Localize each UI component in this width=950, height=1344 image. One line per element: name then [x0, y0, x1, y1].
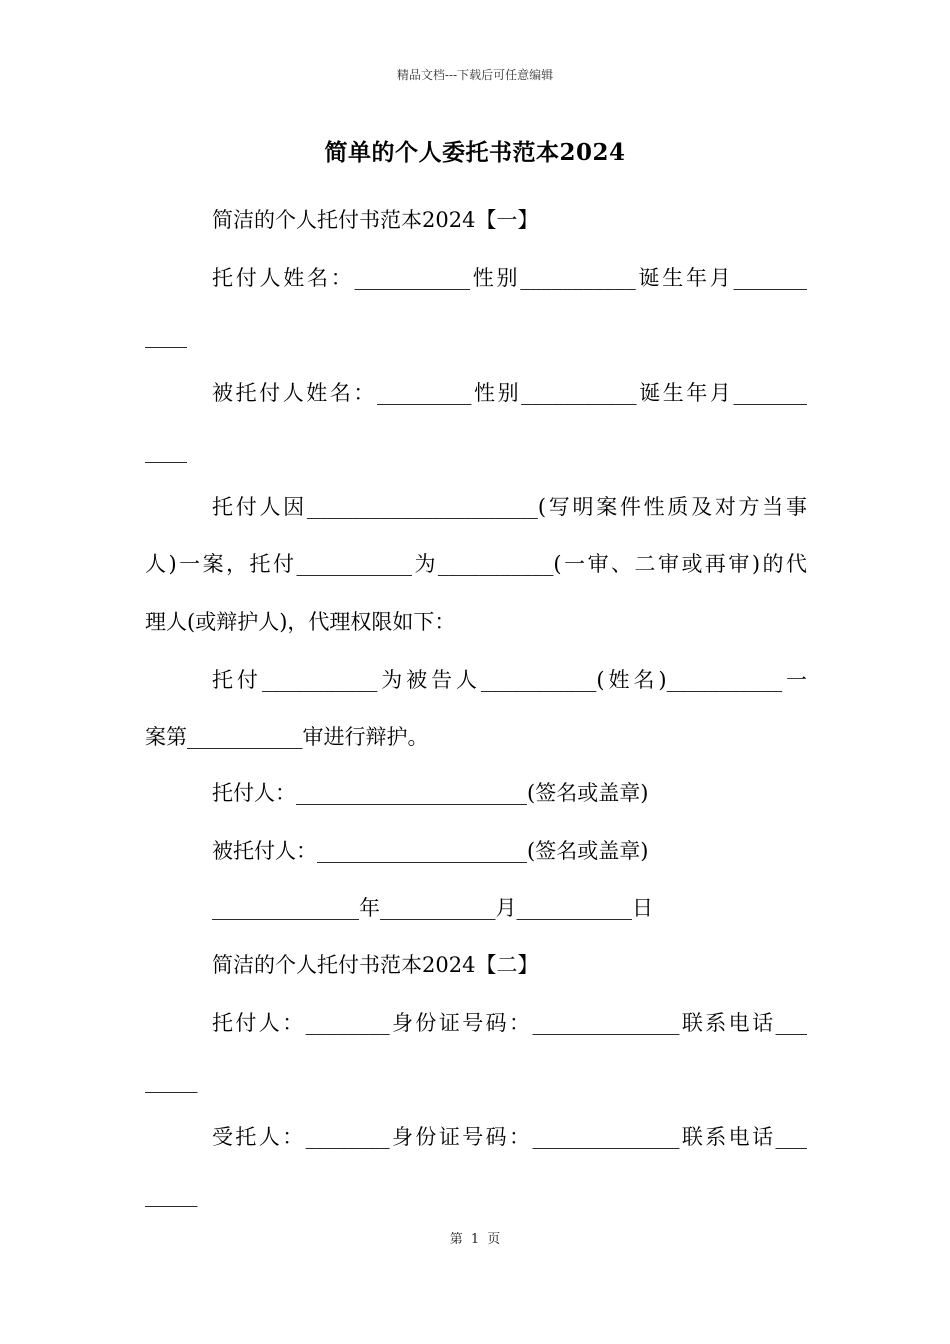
case-reason-line-2: 人)一案，托付___________为___________(一审、二审或再审)的代: [145, 552, 807, 576]
date-line: ______________年___________月___________日: [212, 896, 653, 920]
trustee-id-line-cont: _____: [145, 1183, 198, 1207]
case-reason-line: 托付人因______________________(写明案件性质及对方当事: [212, 495, 807, 519]
agent-name-line: 被托付人姓名：_________性别___________诞生年月_______: [212, 381, 807, 405]
principal-signature-line: 托付人：______________________(签名或盖章): [212, 781, 649, 805]
trustee-id-line: 受托人：________身份证号码：______________联系电话___: [212, 1125, 807, 1149]
agent-name-line-cont: ____: [145, 439, 187, 463]
case-reason-line-3: 理人(或辩护人)，代理权限如下：: [145, 610, 456, 634]
principal-id-line-cont: _____: [145, 1069, 198, 1093]
section-heading-one: 简洁的个人托付书范本2024【一】: [212, 208, 539, 232]
principal-id-line: 托付人：________身份证号码：______________联系电话___: [212, 1011, 807, 1035]
page-number: 第 1 页: [449, 1232, 501, 1247]
section-heading-two: 简洁的个人托付书范本2024【二】: [212, 953, 539, 977]
agent-signature-line: 被托付人：____________________(签名或盖章): [212, 839, 649, 863]
defense-line: 托付___________为被告人___________(姓名)___________一: [212, 668, 807, 692]
principal-name-line-cont: ____: [145, 324, 187, 348]
principal-name-line: 托付人姓名：___________性别___________诞生年月_______: [212, 266, 807, 290]
document-title: 简单的个人委托书范本2024: [324, 139, 626, 166]
page-header: 精品文档---下载后可任意编辑: [396, 68, 554, 82]
defense-line-cont: 案第___________审进行辩护。: [145, 725, 429, 749]
